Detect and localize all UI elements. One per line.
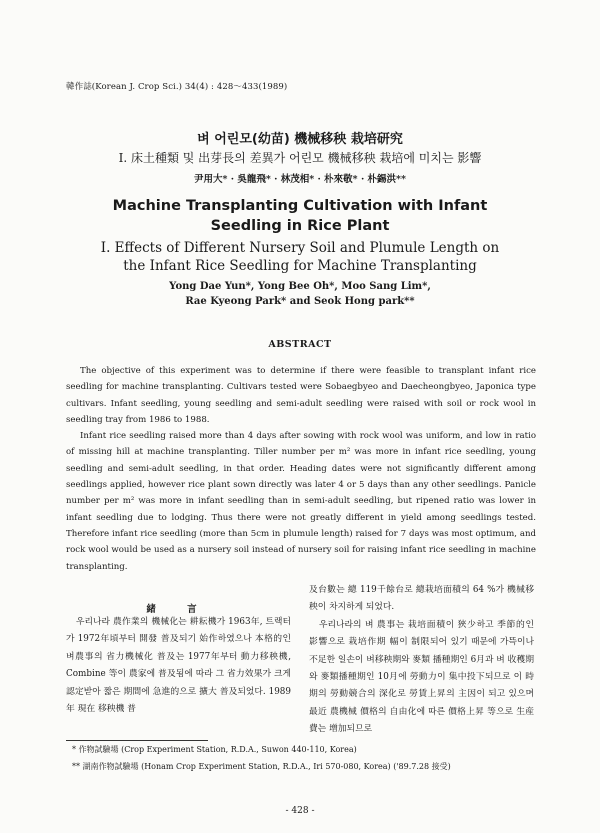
journal-citation: 韓作誌(Korean J. Crop Sci.) 34(4) : 428～433(1989)	[66, 82, 288, 92]
english-title-line: Seedling in Rice Plant	[210, 218, 390, 234]
english-title-line: Machine Transplanting Cultivation with Infant	[112, 198, 488, 214]
abstract-body	[66, 363, 536, 575]
korean-authors: 尹用大* · 吳龍飛* · 林茂相* · 朴來敬* · 朴錫洪**	[194, 174, 406, 185]
english-title	[0, 196, 600, 236]
english-subtitle	[0, 239, 600, 275]
right-column	[309, 582, 534, 739]
intro-paragraph: 우리나라 農作業의 機械化는 耕耘機가 1963年, 트랙터가 1972年頃부터 開發 普及되기 始作하였으나 本格的인 벼農事의 省力機械化 普及는 1977年부터 動力移秧機, Combine 等이 農家에 普及됨에 따라 그 省力效果가 크게 認定받아 짧은 期間에 急進的으로 擴大 普及되었다. 1989年 現在 移秧機 普	[66, 617, 291, 715]
footnote-2: ** 湖南作物試驗場 (Honam Crop Experiment Station, R.D.A., Iri 570-080, Korea) ('89.7.28 接受)	[72, 762, 451, 771]
abstract-paragraph: Infant rice seedling raised more than 4 days after sowing with rock wool was uniform, and low in ratio of missing hill at machine transplanting. Tiller number per m² was more in infant rice seedling, young seedling and semi-adult seedling, in that order. Heading dates were not significantly different among seedlings applied, however rice plant sown directly was later 4 or 5 days than any other seedlings. Panicle number per m² was more in infant seedling than in semi-adult seedling, but ripened ratio was lower in infant seedling due to lodging. Thus there were not greatly different in yield among seedlings tested. Therefore infant rice seedling (more than 5cm in plumule length) raised for 7 days was most optimum, and rock wool would be used as a nursery soil instead of nursery soil for raising infant rice seedling in machine transplanting.	[66, 431, 536, 572]
intro-paragraph-continued: 及台數는 總 119千餘台로 總栽培面積의 64 %가 機械移秧이 차지하게 되었다.	[309, 585, 534, 613]
left-column	[66, 598, 291, 718]
footnote-rule	[66, 740, 208, 741]
abstract-heading: ABSTRACT	[268, 339, 332, 350]
intro-paragraph: 우리나라의 벼 農事는 栽培面積이 狹少하고 季節的인 影響으로 栽培作期 幅이 制限되어 있기 때문에 가뜩이나 不足한 일손이 벼移秧期와 麥類 播種期인 6月과 벼 收穫期와 麥類播種期인 10月에 勞動力이 集中投下되므로 이 時期의 勞動競合의 深化로 勞賃上昇의 主因이 되고 있으며 最近 農機械 價格의 自由化에 따른 價格上昇 等으로 生産費는 增加되므로	[309, 619, 534, 735]
english-authors-line: Rae Kyeong Park* and Seok Hong park**	[185, 296, 415, 307]
english-authors	[0, 279, 600, 309]
footnote-1: * 作物試驗場 (Crop Experiment Station, R.D.A., Suwon 440-110, Korea)	[72, 745, 357, 754]
korean-subtitle: Ⅰ. 床土種類 및 出芽長의 差異가 어린모 機械移秧 栽培에 미치는 影響	[118, 151, 482, 165]
english-subtitle-line: the Infant Rice Seedling for Machine Transplanting	[123, 258, 477, 274]
page-number: - 428 -	[285, 806, 315, 816]
english-subtitle-line: Ⅰ. Effects of Different Nursery Soil and Plumule Length on	[100, 240, 500, 256]
abstract-paragraph: The objective of this experiment was to determine if there were feasible to transplant infant rice seedling for machine transplanting. Cultivars tested were Sobaegbyeo and Daecheongbyeo, Japonica type cultivars. Infant seedling, young seedling and semi-adult seedling were raised with soil or rock wool in seedling tray from 1986 to 1988.	[66, 366, 536, 425]
english-authors-line: Yong Dae Yun*, Yong Bee Oh*, Moo Sang Lim*,	[169, 281, 431, 292]
section-heading-introduction: 緒 言	[146, 604, 211, 615]
korean-title: 벼 어린모(幼苗) 機械移秧 栽培研究	[197, 132, 403, 147]
